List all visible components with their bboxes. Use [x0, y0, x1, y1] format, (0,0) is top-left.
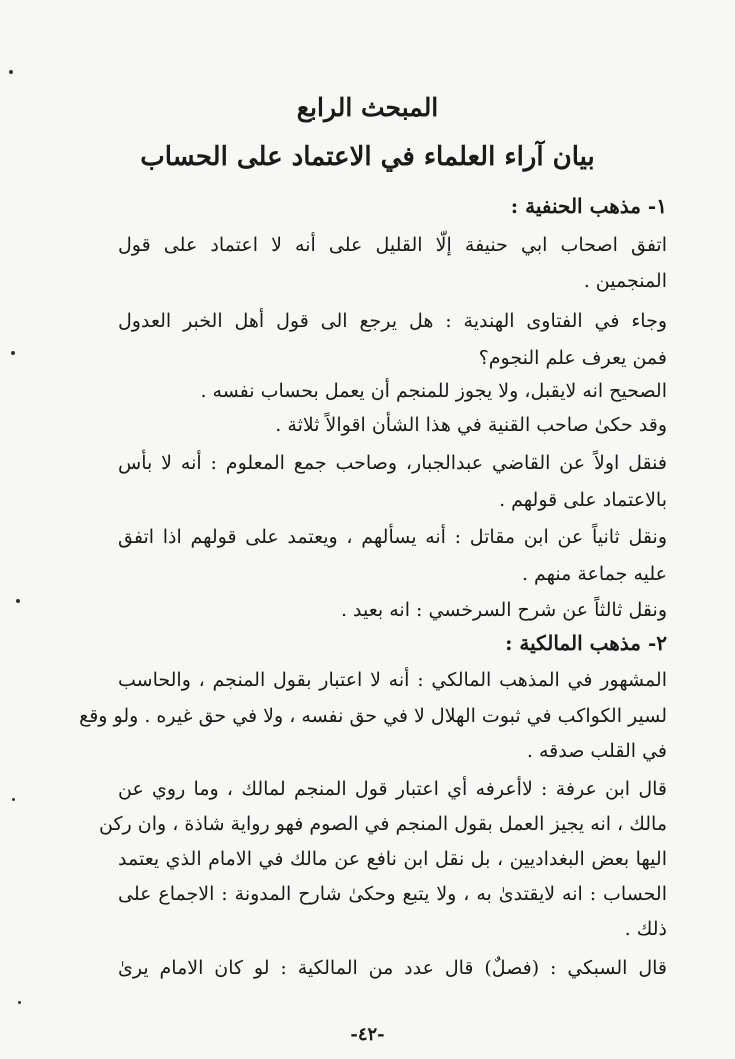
- scan-speck: [18, 1001, 21, 1004]
- text-line: قال السبكي : (فصلٌ) قال عدد من المالكية : لو كان الامام يرىٰ: [118, 957, 667, 979]
- text-line: الحساب : انه لايقتدىٰ به ، ولا يتبع وحكىٰ شارح المدونة : الاجماع على: [118, 883, 667, 905]
- text-line: مالك ، انه يجيز العمل بقول المنجم في الصوم فهو رواية شاذة ، وان ركن: [99, 813, 667, 835]
- text-line: المشهور في المذهب المالكي : أنه لا اعتبار بقول المنجم ، والحاسب: [118, 669, 667, 691]
- text-line: فمن يعرف علم النجوم؟: [478, 347, 667, 369]
- scan-speck: [16, 599, 20, 603]
- text-line: اتفق اصحاب ابي حنيفة إلّا القليل على أنه لا اعتماد على قول: [118, 234, 667, 256]
- section-heading-hanafi: ١- مذهب الحنفية :: [510, 194, 667, 218]
- text-line: المنجمين .: [583, 270, 667, 292]
- text-line: ونقل ثالثاً عن شرح السرخسي : انه بعيد .: [340, 599, 667, 621]
- text-line: قال ابن عرفة : لاأعرفه أي اعتبار قول المنجم لمالك ، وما روي عن: [118, 778, 667, 800]
- text-line: ونقل ثانياً عن ابن مقاتل : أنه يسألهم ، ويعتمد على قولهم اذا اتفق: [118, 526, 667, 548]
- section-heading-maliki: ٢- مذهب المالكية :: [505, 631, 667, 655]
- scan-speck: [12, 798, 15, 801]
- text-line: ذلك .: [624, 918, 667, 940]
- scan-speck: [9, 70, 13, 74]
- text-line: في القلب صدقه .: [526, 740, 667, 762]
- scan-speck: [11, 351, 15, 355]
- text-line: وقد حكىٰ صاحب القنية في هذا الشأن اقوالاً ثلاثة .: [275, 414, 667, 436]
- page-number: -٤٢-: [350, 1024, 385, 1045]
- text-line: وجاء في الفتاوى الهندية : هل يرجع الى قول أهل الخبر العدول: [118, 310, 667, 332]
- page-subtitle: بيان آراء العلماء في الاعتماد على الحساب: [140, 142, 595, 172]
- text-line: اليها بعض البغداديين ، بل نقل ابن نافع عن مالك في الامام الذي يعتمد: [118, 848, 667, 870]
- text-line: الصحيح انه لايقبل، ولا يجوز للمنجم أن يعمل بحساب نفسه .: [200, 380, 667, 402]
- text-line: فنقل اولاً عن القاضي عبدالجبار، وصاحب جمع المعلوم : أنه لا بأس: [118, 452, 667, 474]
- page-title: المبحث الرابع: [296, 93, 439, 122]
- text-line: عليه جماعة منهم .: [521, 563, 667, 585]
- text-line: لسير الكواكب في ثبوت الهلال لا في حق نفسه ، ولا في حق غيره . ولو وقع: [79, 705, 667, 727]
- text-line: بالاعتماد على قولهم .: [499, 489, 667, 511]
